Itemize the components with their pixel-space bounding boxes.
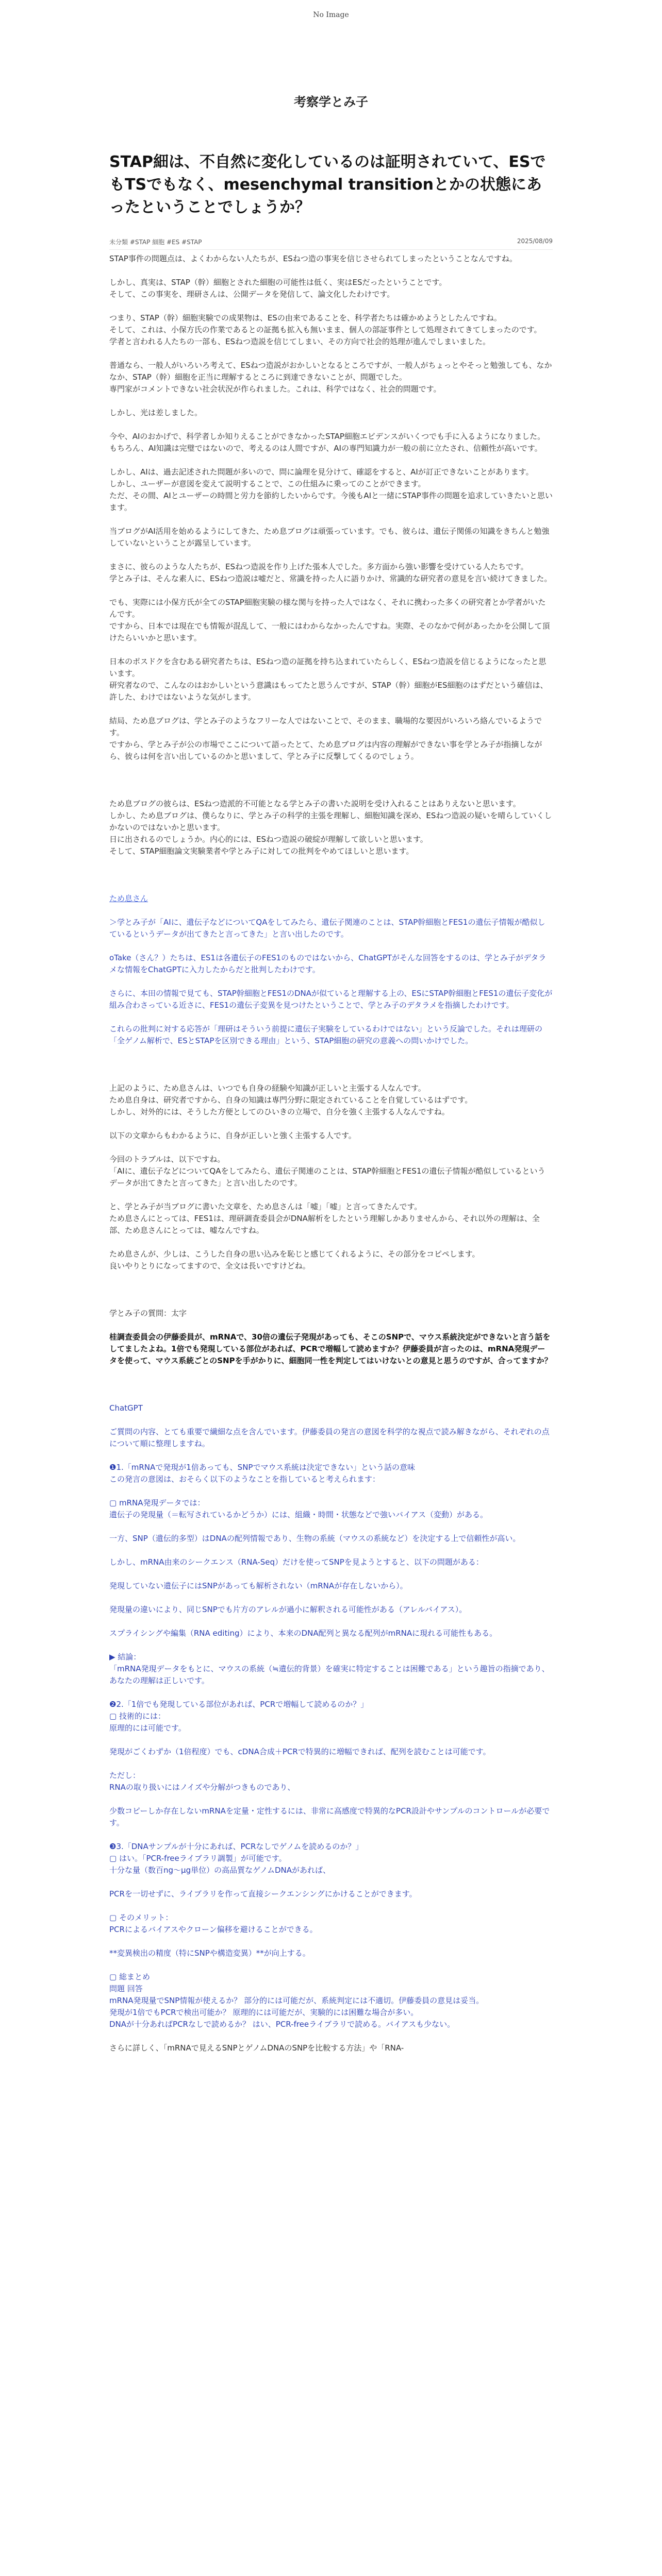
- paragraph: 少数コピーしか存在しないmRNAを定量・定性するには、非常に高感度で特異的なPCR設計やサンプルのコントロールが必要です。: [109, 1806, 550, 1827]
- paragraph: ▢ mRNA発現データでは： 遺伝子の発現量（＝転写されているかどうか）には、組織・時間・状態などで強いバイアス（変動）がある。: [109, 1498, 488, 1519]
- paragraph: 今回のトラブルは、以下ですね。 「AIに、遺伝子などについてQAをしてみたら、遺伝子関連のことは、STAP幹細胞とFES1の遺伝子情報が酷似しているというデータが出てきたと言ってきた」と言い出したのです。: [109, 1155, 545, 1188]
- commenter-link[interactable]: ため息さん: [109, 894, 148, 903]
- paragraph: 当ブログがAI活用を始めるようにしてきた、ため息ブログは頑張っています。でも、彼らは、遺伝子関係の知識をきちんと勉強していないということが露呈しています。: [109, 527, 550, 548]
- paragraph: ❶1.「mRNAで発現が1倍あっても、SNPでマウス系統は決定できない」という話の意味 この発言の意図は、おそらく以下のようなことを指していると考えられます：: [109, 1463, 416, 1484]
- paragraph: 上記のように、ため息さんは、いつでも自身の経験や知識が正しいと主張する人なんです。 ため息自身は、研究者ですから、自身の知識は専門分野に限定されていることを自覚しているはずです。 しかし、対外的には、そうした方便としてのひいきの立場で、自分を強く主張する人なんですね。: [109, 1083, 473, 1116]
- paragraph: ❸3.「DNAサンプルが十分にあれば、PCRなしでゲノムを読めるのか？」 ▢ はい。「PCR-freeライブラリ調製」が可能です。 十分な量（数百ng～μg単位）の高品質なゲノムDNAがあれば、: [109, 1842, 363, 1875]
- paragraph: ため息さんが、少しは、こうした自身の思い込みを恥じと感じてくれるように、その部分をコピペします。 良いやりとりになってますので、全文は長いですけどね。: [109, 1249, 480, 1270]
- paragraph-gap: [109, 1059, 553, 1082]
- paragraph: 結局、ため息ブログは、学とみ子のようなフリーな人ではないことで、そのまま、職場的な要因がいろいろ絡んでいるようです。 ですから、学とみ子が公の市場でここについて語ったとて、ため息ブログは内容の理解ができない事を学とみ子が指摘しながら、彼らは何を言い出しているのかと思いまして、学とみ子に反撃してくるのでしょう。: [109, 716, 542, 761]
- paragraph-gap: [109, 1284, 553, 1308]
- header-image-placeholder: No Image: [313, 11, 349, 19]
- paragraph: これらの批判に対する応答が「理研はそういう前提に遺伝子実験をしているわけではない」という反論でした。それは理研の「全ゲノム解析で、ESとSTAPを区別できる理由」という、STAP細胞の研究の意義への問いかけでした。: [109, 1024, 543, 1045]
- paragraph-gap: [109, 774, 553, 798]
- paragraph: まさに、彼らのような人たちが、ESねつ造説を作り上げた張本人でした。多方面から強い影響を受けている人たちです。 学とみ子は、そんな素人に、ESねつ造説は嘘だと、常識を持った人に語りかけ、常識的な研究者の意見を言い続けてきました。: [109, 562, 552, 583]
- paragraph: 一方、SNP（遺伝的多型）はDNAの配列情報であり、生物の系統（マウスの系統など）を決定する上で信頼性が高い。: [109, 1534, 521, 1543]
- paragraph: ただし： RNAの取り扱いにはノイズや分解がつきものであり、: [109, 1771, 295, 1792]
- paragraph: と、学とみ子が当ブログに書いた文章を、ため息さんは「嘘」「嘘」と言ってきたんです。 ため息さんにとっては、FES1は、理研調査委員会がDNA解析をしたという理解しかありませんから、それ以外の理解は、全部、ため息さんにとっては、嘘なんですね。: [109, 1202, 540, 1235]
- paragraph-gap: [109, 869, 553, 893]
- top-banner: [0, 0, 662, 30]
- paragraph: 日本のポスドクを含むある研究者たちは、ESねつ造の証拠を持ち込まれていたらしく、ESねつ造説を信じるようになったと思います。 研究者なので、こんなのはおかしいという意識はもってたと思うんですが、STAP（幹）細胞がES細胞のはずだという確信は、許した、わけではないような気がします。: [109, 657, 548, 702]
- paragraph: STAP事件の問題点は、よくわからない人たちが、ESねつ造の事実を信じさせられてしまったということなんですね。: [109, 254, 517, 263]
- paragraph: ChatGPT: [109, 1403, 143, 1413]
- paragraph: ご質問の内容、とても重要で繊細な点を含んでいます。伊藤委員の発言の意図を科学的な視点で読み解きながら、それぞれの点について順に整理しますね。: [109, 1427, 550, 1448]
- paragraph-gap: [109, 1379, 553, 1402]
- paragraph: 桂調査委員会の伊藤委員が、mRNAで、30倍の遺伝子発現があっても、そこのSNPで、マウス系統決定ができないと言う話をしてましたよね。1倍でも発現している部位があれば、PCRで増幅して読めますか？伊藤委員が言ったのは、mRNA発現データを使って、マウス系統ごとのSNPを手がかりに、細胞同一性を判定してはいけないとの意見と思うのですが、合ってますか？: [109, 1332, 552, 1365]
- paragraph: 発現量の違いにより、同じSNPでも片方のアレルが過小に解釈される可能性がある（アレルバイアス）。: [109, 1605, 467, 1614]
- post-body: [109, 253, 553, 2054]
- paragraph: ＞学とみ子が「AIに、遺伝子などについてQAをしてみたら、遺伝子関連のことは、STAP幹細胞とFES1の遺伝子情報が酷似しているというデータが出てきたと言ってきた」と言い出したのです。: [109, 918, 545, 939]
- paragraph: スプライシングや編集（RNA editing）により、本来のDNA配列と異なる配列がmRNAに現れる可能性もある。: [109, 1629, 498, 1638]
- post-meta: [109, 238, 553, 250]
- paragraph: 発現がごくわずか（1倍程度）でも、cDNA合成＋PCRで特異的に増幅できれば、配列を読むことは可能です。: [109, 1747, 491, 1756]
- paragraph: **変異検出の精度（特にSNPや構造変異）**が向上する。: [109, 1948, 310, 1958]
- paragraph: しかし、光は差しました。: [109, 408, 203, 417]
- article: [109, 151, 553, 2054]
- paragraph: 発現していない遺伝子にはSNPがあっても解析されない（mRNAが存在しないから）。: [109, 1581, 408, 1590]
- paragraph: PCRを一切せずに、ライブラリを作って直接シークエンシングにかけることができます。: [109, 1889, 417, 1899]
- blog-title[interactable]: 考察学とみ子: [294, 95, 368, 109]
- paragraph: つまり、STAP（幹）細胞実験での成果物は、ESの由来であることを、科学者たちは確かめようとしたんですね。 そして、これは、小保方氏の作業であるとの証拠も拡入も無いまま、個人の部証事件として処理されてきてしまったのです。 学者と言われる人たちの一部も、ESねつ造説を信じてしまい、その方向で社会的処理が進んでしまいました。: [109, 313, 542, 346]
- paragraph: 普通なら、一般人がいろいろ考えて、ESねつ造説がおかしいとなるところですが、一般人がちょっとやそっと勉強しても、なかなか、STAP（幹）細胞を正当に理解するところに到達できないことが、問題でした。 専門家がコメントできない社会状況が作られました。これは、科学ではなく、社会的問題です。: [109, 361, 552, 394]
- paragraph: 以下の文章からもわかるように、自身が正しいと強く主張する人です。: [109, 1131, 356, 1140]
- post-date: 2025/08/09: [517, 238, 553, 245]
- paragraph: 今や、AIのおかげで、科学者しか知りえることができなかったSTAP細胞エビデンスがいくつでも手に入るようになりました。 もちろん、AI知識は完璧ではないので、考えるのは人間ですが、AIの専門知識力が一般の前に立たされ、信頼性が高いです。: [109, 432, 545, 453]
- paragraph: ▶ 結論： 「mRNA発現データをもとに、マウスの系統（≒遺伝的背景）を確実に特定することは困難である」という趣旨の指摘であり、あなたの理解は正しいです。: [109, 1652, 550, 1685]
- paragraph: しかし、AIは、過去記述された問題が多いので、問に論理を見分けて、確認をすると、AIが訂正できないことがあります。 しかし、ユーザーが意図を変えて説明することで、この仕組みに乗ってのことができます。 ただ、その間、AIとユーザーの時間と労力を節約したいからです。今後もAIと一緒にSTAP事件の問題を追求していきたいと思います。: [109, 467, 553, 512]
- paragraph: 学とみ子の質問：太字: [109, 1309, 187, 1318]
- paragraph: しかし、真実は、STAP（幹）細胞とされた細胞の可能性は低く、実はESだったということです。 そして、この事実を、理研さんは、公開データを発信して、論文化したわけです。: [109, 278, 447, 299]
- paragraph: でも、実際には小保方氏が全てのSTAP細胞実験の様な関与を持った人ではなく、それに携わった多くの研究者とか学者がいたんです。 ですから、日本では現在でも情報が混乱して、一般にはわからなかったんですね。実際、そのなかで何があったかを公開して頂けたらいいかと思います。: [109, 598, 550, 642]
- paragraph: しかし、mRNA由来のシークエンス（RNA-Seq）だけを使ってSNPを見ようとすると、以下の問題がある：: [109, 1557, 484, 1567]
- paragraph: ため息ブログの彼らは、ESねつ造派的不可能となる学とみ子の書いた説明を受け入れることはありえないと思います。 しかし、ため息ブログは、僕らなりに、学とみ子の科学的主張を理解し、細胞知識を深め、ESねつ造説の疑いを晴らしていくしかないのではないかと思います。 日に出されるのでしょうか。内心的には、ESねつ造説の破綻が理解して欲しいと思います。 そして、STAP細胞論文実験業者や学とみ子に対しての批判をやめてほしいと思います。: [109, 799, 552, 856]
- paragraph: さらに詳しく、「mRNAで見えるSNPとゲノムDNAのSNPを比較する方法」や「RNA-: [109, 2043, 404, 2053]
- paragraph: さらに、本田の情報で見ても、STAP幹細胞とFES1のDNAが似ていると理解する上の、ESにSTAP幹細胞とFES1の遺伝子変化が組み合わさっている近さに、FES1の遺伝子変異を見つけたということで、学とみ子のデタラメを指摘したわけです。: [109, 989, 553, 1010]
- paragraph: oTake（さん？）たちは、ES1は各遺伝子のFES1のものではないから、ChatGPTがそんな回答をするのは、学とみ子がデタラメな情報をChatGPTに入力したからだと批判したわけです。: [109, 953, 547, 974]
- post-category-link[interactable]: 未分類 #STAP 細胞 #ES #STAP: [109, 239, 202, 246]
- post-title[interactable]: STAP細は、不自然に変化しているのは証明されていて、ESでもTSでもなく、mesenchymal transitionとかの状態にあったということでしょうか？: [109, 153, 546, 216]
- paragraph: ▢ そのメリット： PCRによるバイアスやクローン偏移を避けることができる。: [109, 1913, 318, 1934]
- paragraph: ❷2.「1倍でも発現している部位があれば、PCRで増幅して読めるのか？」 ▢ 技術的には： 原理的には可能です。: [109, 1700, 369, 1733]
- paragraph: ▢ 総まとめ 問題 回答 mRNA発現量でSNP情報が使えるか？ 部分的には可能だが、系統判定には不適切。伊藤委員の意見は妥当。 発現が1倍でもPCRで検出可能か？ 原理的には可能だが、実験的には困難な場合が多い。 DNAが十分あればPCRなしで読めるか？ はい、PCR-freeライブラリで読める。バイアスも少ない。: [109, 1972, 484, 2029]
